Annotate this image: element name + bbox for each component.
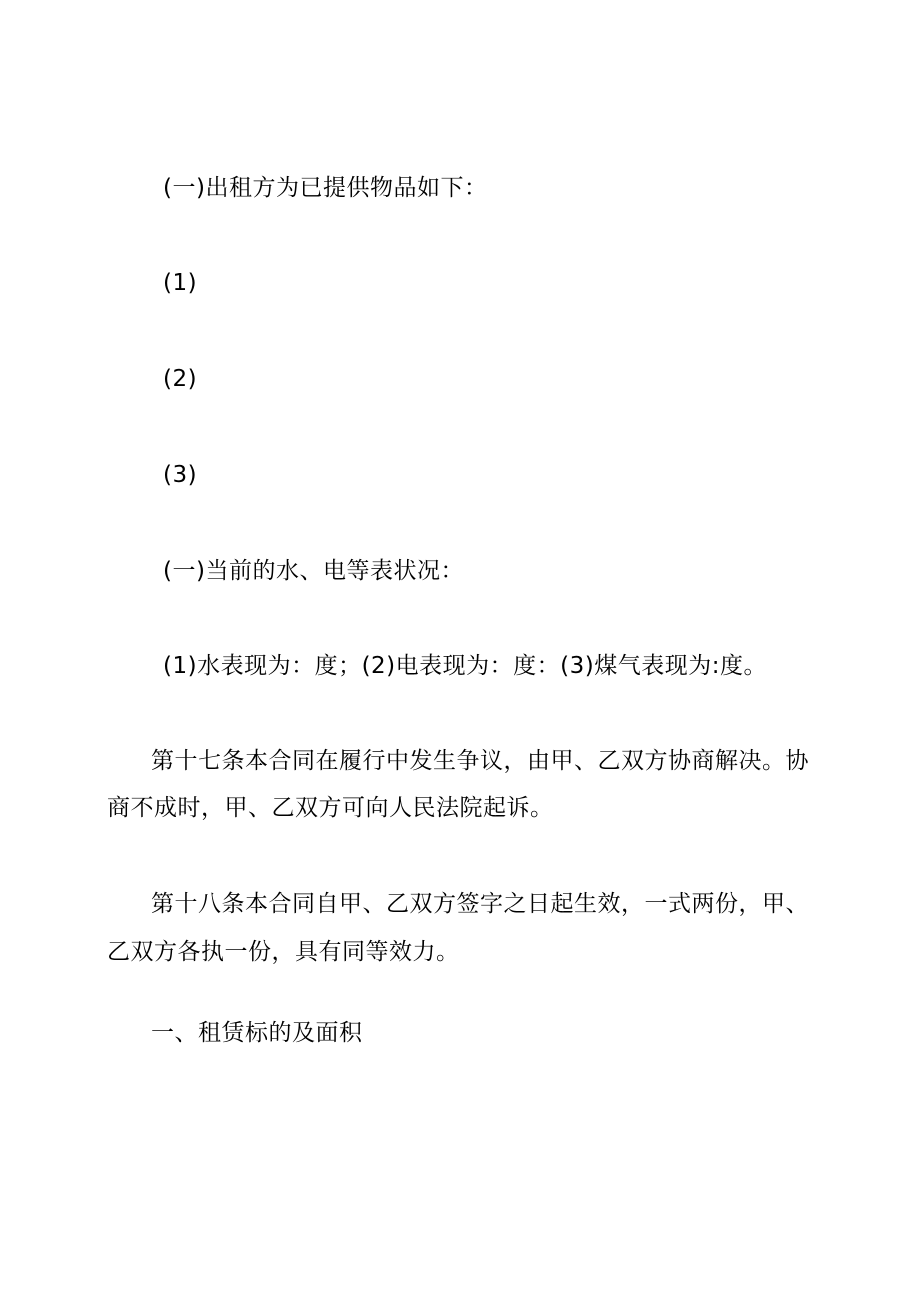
item-3: (3)	[163, 462, 198, 488]
item-2: (2)	[163, 366, 198, 392]
article-18-line-2: 乙双方各执一份，具有同等效力。	[107, 939, 460, 965]
meter-readings: (1)水表现为：度；(2)电表现为：度：(3)煤气表现为:度。	[163, 653, 767, 679]
meter-status-heading: (一)当前的水、电等表状况：	[163, 558, 464, 584]
items-provided-heading: (一)出租方为已提供物品如下：	[163, 175, 488, 201]
article-18-line-1: 第十八条本合同自甲、乙双方签字之日起生效，一式两份，甲、	[151, 891, 809, 917]
section-one-heading: 一、租赁标的及面积	[151, 1020, 363, 1046]
article-17-line-1: 第十七条本合同在履行中发生争议，由甲、乙双方协商解决。协	[151, 748, 809, 774]
article-17-line-2: 商不成时，甲、乙双方可向人民法院起诉。	[107, 795, 554, 821]
item-1: (1)	[163, 270, 198, 296]
